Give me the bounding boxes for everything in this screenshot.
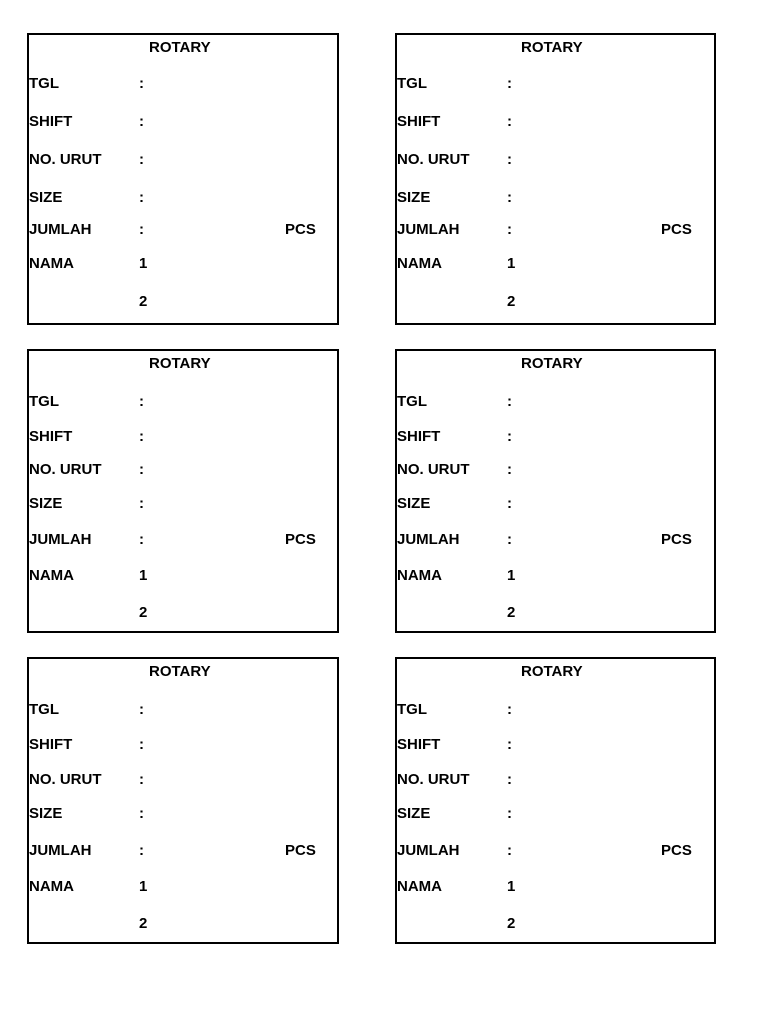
value-jumlah: : bbox=[507, 531, 512, 548]
row-jumlah bbox=[397, 531, 714, 549]
label-jumlah: JUMLAH bbox=[397, 531, 460, 548]
label-nama: NAMA bbox=[397, 255, 442, 272]
row-no-urut bbox=[397, 461, 714, 479]
unit-pcs: PCS bbox=[661, 842, 692, 859]
card-title: ROTARY bbox=[149, 39, 211, 56]
label-jumlah: JUMLAH bbox=[29, 531, 92, 548]
label-size: SIZE bbox=[397, 189, 431, 206]
row-tgl bbox=[397, 393, 714, 411]
label-no-urut: NO. URUT bbox=[397, 151, 470, 168]
value-size: : bbox=[139, 495, 144, 512]
row-shift bbox=[29, 113, 337, 131]
row-size bbox=[397, 495, 714, 513]
label-nama: NAMA bbox=[29, 878, 74, 895]
rotary-card-5 bbox=[27, 657, 339, 944]
row-jumlah bbox=[397, 221, 714, 239]
row-size bbox=[29, 189, 337, 207]
value-nama-2: 2 bbox=[507, 604, 516, 621]
card-title: ROTARY bbox=[521, 355, 583, 372]
row-shift bbox=[397, 428, 714, 446]
value-size: : bbox=[139, 189, 144, 206]
label-jumlah: JUMLAH bbox=[29, 221, 92, 238]
row-no-urut bbox=[29, 771, 337, 789]
row-nama-2 bbox=[29, 293, 337, 311]
value-nama-1: 1 bbox=[507, 878, 516, 895]
row-no-urut bbox=[397, 771, 714, 789]
label-nama: NAMA bbox=[397, 567, 442, 584]
row-tgl bbox=[397, 75, 714, 93]
value-jumlah: : bbox=[139, 842, 144, 859]
value-jumlah: : bbox=[507, 842, 512, 859]
value-shift: : bbox=[139, 113, 144, 130]
value-no-urut: : bbox=[507, 461, 512, 478]
rotary-card-4 bbox=[395, 349, 716, 633]
label-no-urut: NO. URUT bbox=[397, 461, 470, 478]
label-jumlah: JUMLAH bbox=[397, 842, 460, 859]
rotary-card-6 bbox=[395, 657, 716, 944]
card-title: ROTARY bbox=[521, 39, 583, 56]
unit-pcs: PCS bbox=[661, 221, 692, 238]
card-title: ROTARY bbox=[149, 355, 211, 372]
value-size: : bbox=[139, 805, 144, 822]
label-tgl: TGL bbox=[29, 393, 59, 410]
label-shift: SHIFT bbox=[397, 428, 441, 445]
row-nama bbox=[29, 255, 337, 273]
label-nama: NAMA bbox=[397, 878, 442, 895]
label-shift: SHIFT bbox=[29, 428, 73, 445]
row-shift bbox=[29, 736, 337, 754]
row-jumlah bbox=[29, 842, 337, 860]
label-jumlah: JUMLAH bbox=[397, 221, 460, 238]
row-tgl bbox=[29, 701, 337, 719]
row-size bbox=[397, 189, 714, 207]
value-nama-2: 2 bbox=[507, 915, 516, 932]
row-nama-2 bbox=[397, 293, 714, 311]
value-shift: : bbox=[507, 736, 512, 753]
label-size: SIZE bbox=[397, 805, 431, 822]
value-jumlah: : bbox=[139, 221, 144, 238]
value-no-urut: : bbox=[507, 771, 512, 788]
row-no-urut bbox=[29, 461, 337, 479]
value-no-urut: : bbox=[139, 461, 144, 478]
value-tgl: : bbox=[139, 393, 144, 410]
value-nama-1: 1 bbox=[139, 878, 148, 895]
value-jumlah: : bbox=[507, 221, 512, 238]
label-shift: SHIFT bbox=[397, 736, 441, 753]
label-size: SIZE bbox=[29, 805, 63, 822]
value-no-urut: : bbox=[139, 151, 144, 168]
row-tgl bbox=[29, 393, 337, 411]
value-shift: : bbox=[507, 428, 512, 445]
label-tgl: TGL bbox=[29, 701, 59, 718]
unit-pcs: PCS bbox=[285, 221, 316, 238]
row-nama-2 bbox=[397, 604, 714, 622]
rotary-card-1 bbox=[27, 33, 339, 325]
row-jumlah bbox=[29, 531, 337, 549]
label-tgl: TGL bbox=[29, 75, 59, 92]
value-tgl: : bbox=[507, 393, 512, 410]
row-no-urut bbox=[397, 151, 714, 169]
unit-pcs: PCS bbox=[285, 842, 316, 859]
label-no-urut: NO. URUT bbox=[29, 771, 102, 788]
label-no-urut: NO. URUT bbox=[397, 771, 470, 788]
row-nama-2 bbox=[29, 604, 337, 622]
label-no-urut: NO. URUT bbox=[29, 461, 102, 478]
label-nama: NAMA bbox=[29, 255, 74, 272]
card-title: ROTARY bbox=[521, 663, 583, 680]
value-shift: : bbox=[139, 736, 144, 753]
value-no-urut: : bbox=[139, 771, 144, 788]
row-size bbox=[29, 805, 337, 823]
value-nama-1: 1 bbox=[139, 255, 148, 272]
rotary-card-2 bbox=[395, 33, 716, 325]
value-tgl: : bbox=[507, 701, 512, 718]
label-tgl: TGL bbox=[397, 701, 427, 718]
value-shift: : bbox=[139, 428, 144, 445]
row-jumlah bbox=[397, 842, 714, 860]
value-size: : bbox=[507, 495, 512, 512]
value-nama-2: 2 bbox=[139, 604, 148, 621]
label-tgl: TGL bbox=[397, 393, 427, 410]
card-title: ROTARY bbox=[149, 663, 211, 680]
row-no-urut bbox=[29, 151, 337, 169]
value-nama-1: 1 bbox=[507, 567, 516, 584]
label-shift: SHIFT bbox=[397, 113, 441, 130]
value-jumlah: : bbox=[139, 531, 144, 548]
row-size bbox=[397, 805, 714, 823]
value-shift: : bbox=[507, 113, 512, 130]
label-nama: NAMA bbox=[29, 567, 74, 584]
row-nama bbox=[397, 255, 714, 273]
row-size bbox=[29, 495, 337, 513]
label-size: SIZE bbox=[397, 495, 431, 512]
row-shift bbox=[29, 428, 337, 446]
row-shift bbox=[397, 736, 714, 754]
label-shift: SHIFT bbox=[29, 736, 73, 753]
label-tgl: TGL bbox=[397, 75, 427, 92]
label-size: SIZE bbox=[29, 189, 63, 206]
row-shift bbox=[397, 113, 714, 131]
value-no-urut: : bbox=[507, 151, 512, 168]
row-nama-2 bbox=[29, 915, 337, 933]
row-tgl bbox=[397, 701, 714, 719]
row-nama-2 bbox=[397, 915, 714, 933]
value-tgl: : bbox=[507, 75, 512, 92]
value-tgl: : bbox=[139, 701, 144, 718]
value-nama-2: 2 bbox=[139, 293, 148, 310]
row-jumlah bbox=[29, 221, 337, 239]
label-shift: SHIFT bbox=[29, 113, 73, 130]
row-nama bbox=[397, 567, 714, 585]
rotary-card-3 bbox=[27, 349, 339, 633]
value-nama-1: 1 bbox=[507, 255, 516, 272]
value-nama-2: 2 bbox=[507, 293, 516, 310]
label-no-urut: NO. URUT bbox=[29, 151, 102, 168]
row-nama bbox=[29, 567, 337, 585]
value-nama-1: 1 bbox=[139, 567, 148, 584]
value-tgl: : bbox=[139, 75, 144, 92]
label-size: SIZE bbox=[29, 495, 63, 512]
value-size: : bbox=[507, 805, 512, 822]
label-jumlah: JUMLAH bbox=[29, 842, 92, 859]
value-nama-2: 2 bbox=[139, 915, 148, 932]
row-nama bbox=[397, 878, 714, 896]
row-tgl bbox=[29, 75, 337, 93]
row-nama bbox=[29, 878, 337, 896]
unit-pcs: PCS bbox=[661, 531, 692, 548]
value-size: : bbox=[507, 189, 512, 206]
unit-pcs: PCS bbox=[285, 531, 316, 548]
